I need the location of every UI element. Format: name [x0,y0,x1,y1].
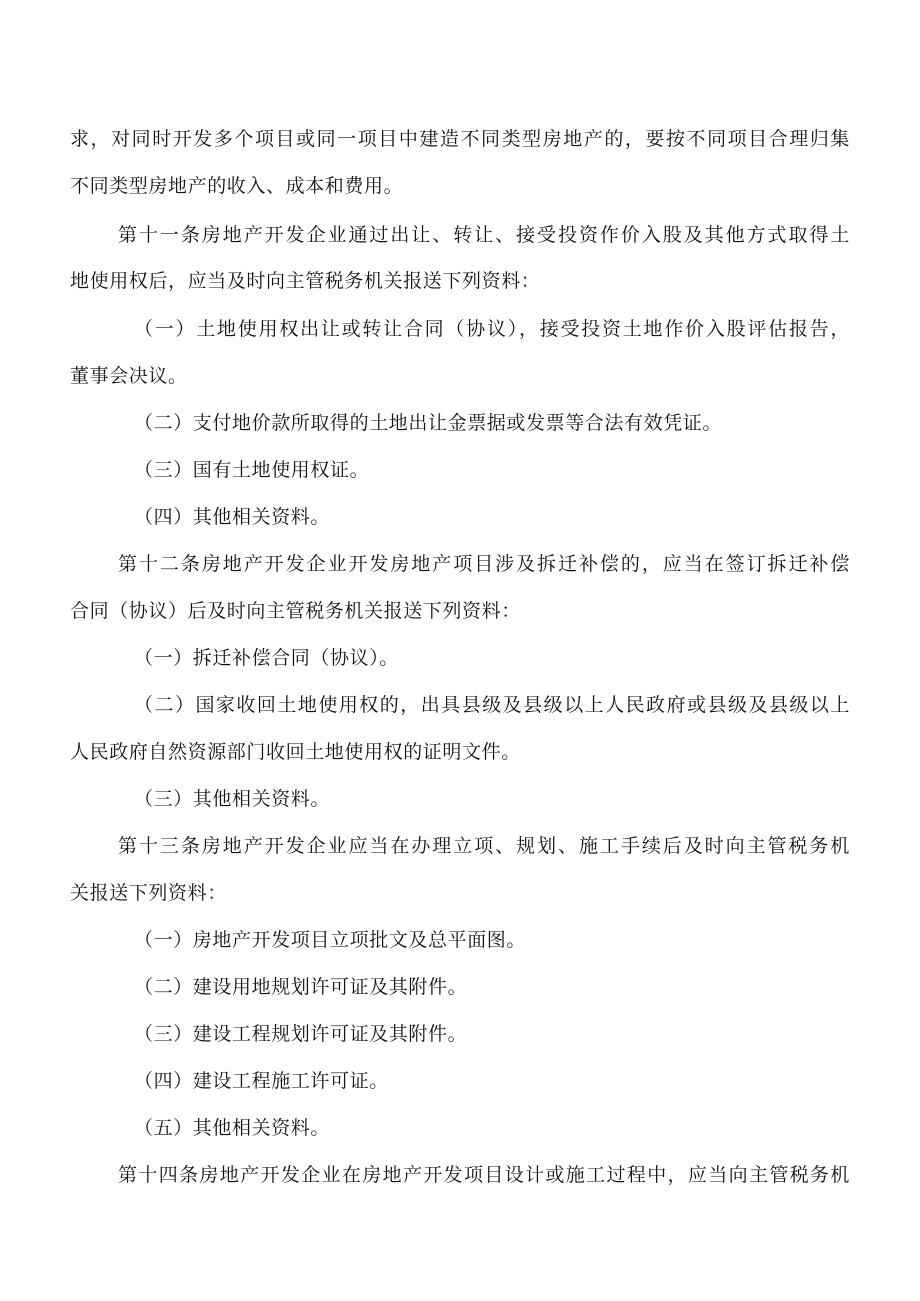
list-item-line: （一）拆迁补偿合同（协议）。 [134,647,399,669]
body-line: 合同（协议）后及时向主管税务机关报送下列资料： [70,600,521,622]
body-line: 人民政府自然资源部门收回土地使用权的证明文件。 [70,741,521,763]
body-line: 董事会决议。 [70,365,188,387]
list-item-line: （四）其他相关资料。 [134,506,331,528]
article-13-heading-line: 第十三条房地产开发企业应当在办理立项、规划、施工手续后及时向主管税务机 [118,835,850,857]
list-item-line: （一）房地产开发项目立项批文及总平面图。 [134,929,527,951]
body-line: 地使用权后，应当及时向主管税务机关报送下列资料： [70,270,541,292]
list-item-line: （二）建设用地规划许可证及其附件。 [134,976,468,998]
list-item-line: （一）土地使用权出让或转让合同（协议），接受投资土地作价入股评估报告， [134,318,850,340]
list-item-line: （二）支付地价款所取得的土地出让金票据或发票等合法有效凭证。 [134,412,723,434]
article-12-heading-line: 第十二条房地产开发企业开发房地产项目涉及拆迁补偿的，应当在签订拆迁补偿 [118,553,850,575]
article-14-heading-line: 第十四条房地产开发企业在房地产开发项目设计或施工过程中，应当向主管税务机 [118,1164,850,1186]
article-11-heading-line: 第十一条房地产开发企业通过出让、转让、接受投资作价入股及其他方式取得土 [118,224,850,246]
list-item-line: （五）其他相关资料。 [134,1117,331,1139]
body-line: 关报送下列资料： [70,882,227,904]
list-item-line: （三）建设工程规划许可证及其附件。 [134,1023,468,1045]
list-item-line: （二）国家收回土地使用权的，出具县级及县级以上人民政府或县级及县级以上 [134,694,850,716]
list-item-line: （三）其他相关资料。 [134,788,331,810]
list-item-line: （三）国有土地使用权证。 [134,459,370,481]
body-line: 不同类型房地产的收入、成本和费用。 [70,175,404,197]
list-item-line: （四）建设工程施工许可证。 [134,1070,389,1092]
body-line: 求，对同时开发多个项目或同一项目中建造不同类型房地产的，要按不同项目合理归集 [70,128,850,150]
